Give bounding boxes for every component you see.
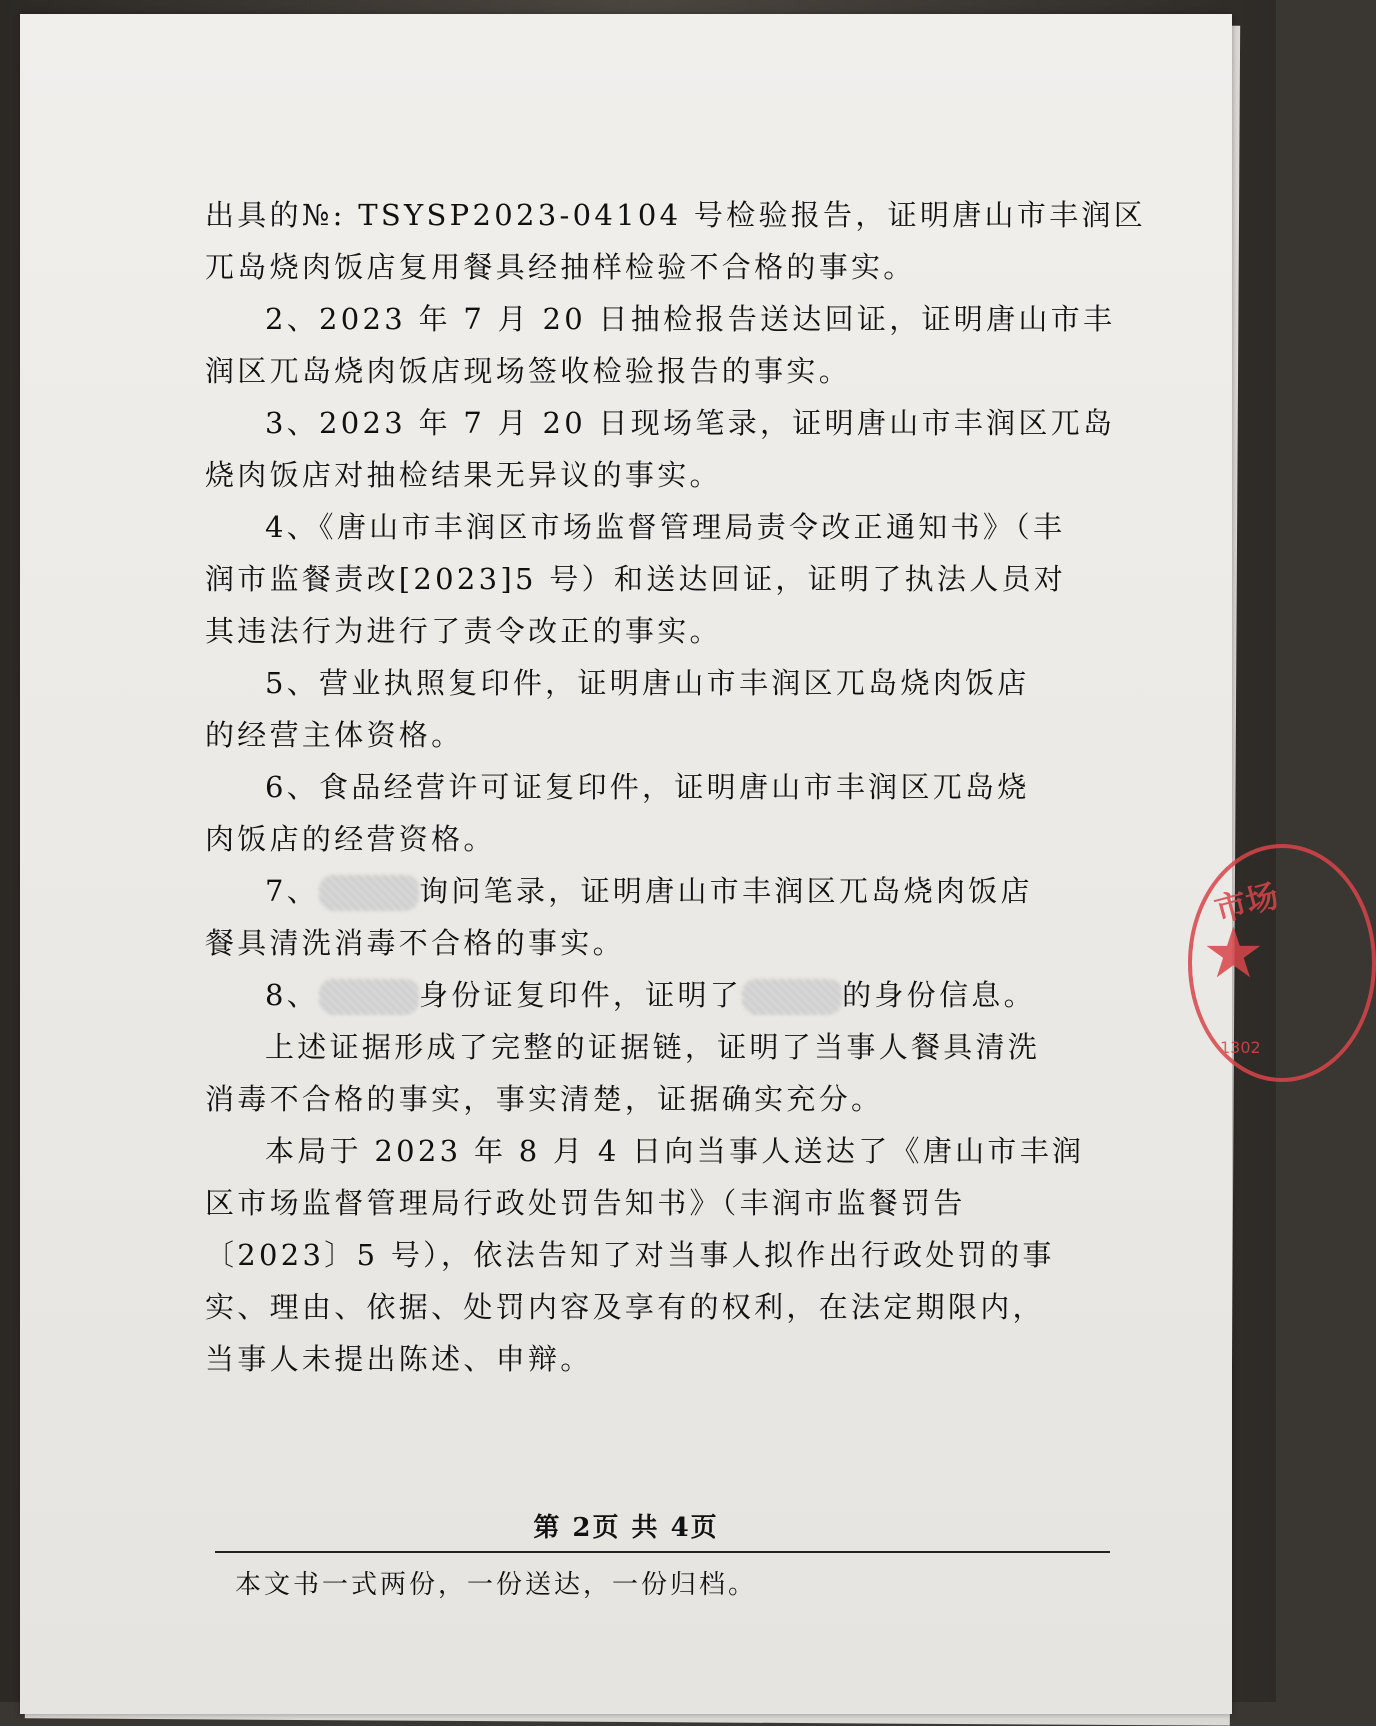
footer-divider — [215, 1551, 1110, 1553]
document-page — [20, 14, 1283, 1714]
paragraph-line: 肉饭店的经营资格。 — [205, 822, 496, 856]
item8-prefix: 8、 — [265, 978, 320, 1012]
official-seal-stamp — [1188, 844, 1376, 1082]
paragraph-line: 当事人未提出陈述、申辩。 — [205, 1342, 593, 1376]
seal-text: 市场 — [1210, 876, 1283, 930]
paragraph-line: 润区兀岛烧肉饭店现场签收检验报告的事实。 — [205, 354, 852, 388]
redacted-name — [742, 979, 842, 1015]
paragraph-line: 兀岛烧肉饭店复用餐具经抽样检验不合格的事实。 — [205, 250, 916, 284]
seal-number: 1302 — [1220, 1038, 1261, 1057]
paragraph-line: 3、2023 年 7 月 20 日现场笔录，证明唐山市丰润区兀岛 — [265, 406, 1116, 440]
paragraph-line: 其违法行为进行了责令改正的事实。 — [205, 614, 722, 648]
paragraph-line: 润市监餐责改[2023]5 号）和送达回证，证明了执法人员对 — [205, 562, 1067, 596]
paragraph-line: 烧肉饭店对抽检结果无异议的事实。 — [205, 458, 722, 492]
paragraph-line: 2、2023 年 7 月 20 日抽检报告送达回证，证明唐山市丰 — [265, 302, 1116, 336]
footer-note: 本文书一式两份，一份送达，一份归档。 — [235, 1570, 758, 1600]
paragraph-line: 4、《唐山市丰润区市场监督管理局责令改正通知书》（丰 — [265, 510, 1066, 544]
evidence-item-7 — [205, 865, 1035, 917]
paragraph-line: 〔2023〕5 号），依法告知了对当事人拟作出行政处罚的事 — [205, 1238, 1055, 1272]
item8-text: 身份证复印件，证明了 — [419, 978, 743, 1012]
page-indicator: 第 2页 共 4页 — [533, 1513, 719, 1543]
redacted-name — [319, 979, 419, 1015]
redacted-name — [319, 875, 419, 911]
item7-text: 询问笔录，证明唐山市丰润区兀岛烧肉饭店 — [419, 874, 1033, 908]
paragraph-line: 5、营业执照复印件，证明唐山市丰润区兀岛烧肉饭店 — [265, 666, 1030, 700]
seal-star-icon: ★ — [1202, 912, 1265, 994]
paragraph-line: 区市场监督管理局行政处罚告知书》（丰润市监餐罚告 — [205, 1186, 966, 1220]
document-body — [205, 189, 1147, 1385]
paragraph-line: 6、食品经营许可证复印件，证明唐山市丰润区兀岛烧 — [265, 770, 1030, 804]
paragraph-line: 实、理由、依据、处罚内容及享有的权利，在法定期限内， — [205, 1290, 1045, 1324]
paragraph-line: 消毒不合格的事实，事实清楚，证据确实充分。 — [205, 1082, 884, 1116]
paragraph-line: 的经营主体资格。 — [205, 718, 464, 752]
item7-prefix: 7、 — [265, 874, 320, 908]
paragraph-line: 本局于 2023 年 8 月 4 日向当事人送达了《唐山市丰润 — [265, 1134, 1085, 1168]
paragraph-line: 出具的№: TSYSP2023-04104 号检验报告，证明唐山市丰润区 — [205, 198, 1147, 232]
item8-suffix: 的身份信息。 — [842, 978, 1036, 1012]
evidence-item-7-cont: 餐具清洗消毒不合格的事实。 — [205, 926, 625, 960]
paragraph-line: 上述证据形成了完整的证据链，证明了当事人餐具清洗 — [265, 1030, 1041, 1064]
evidence-item-8 — [205, 969, 1035, 1021]
